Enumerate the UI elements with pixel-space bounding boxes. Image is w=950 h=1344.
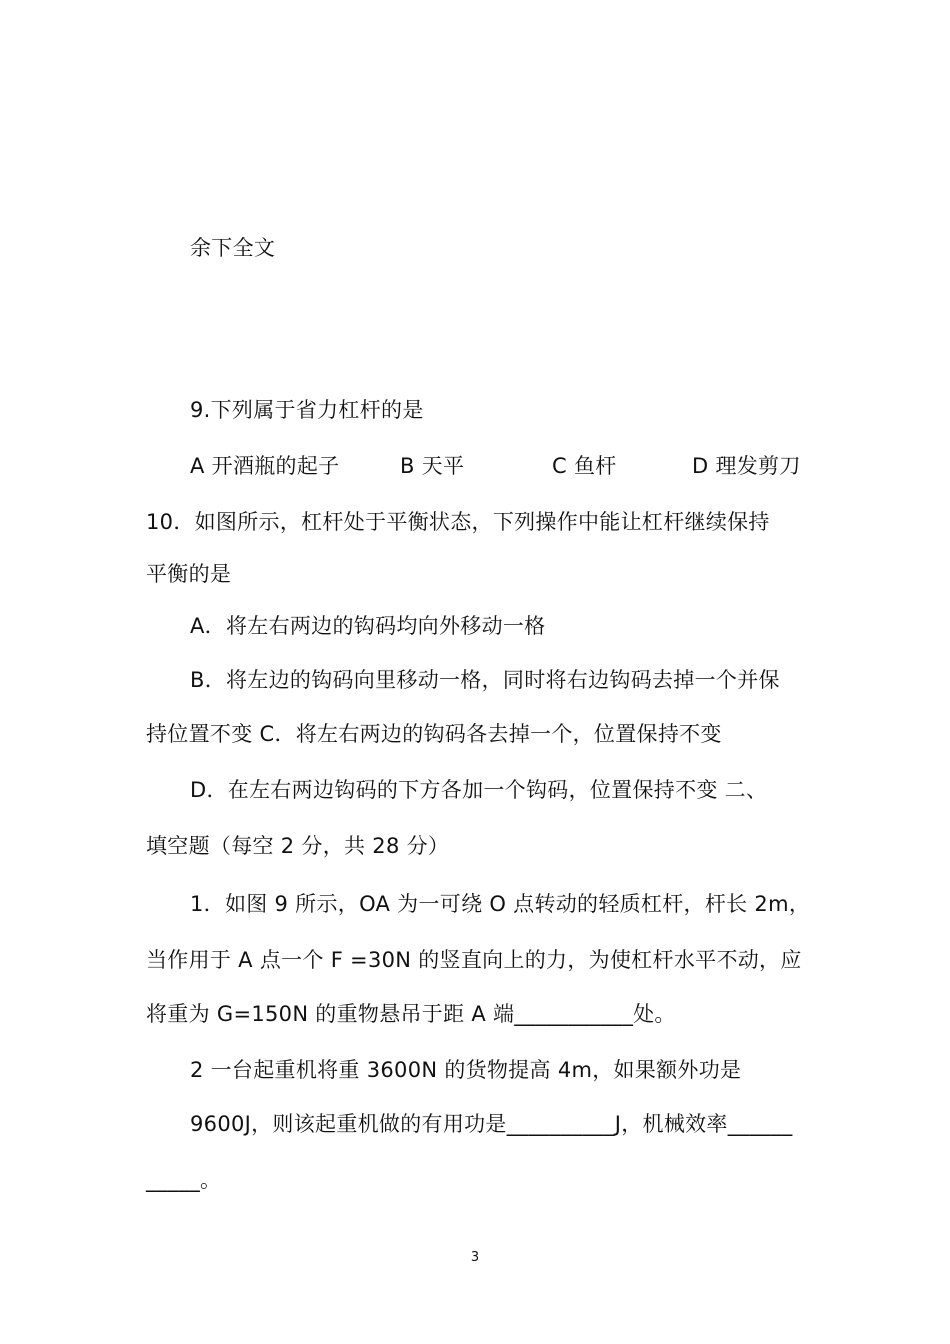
option-c: C 鱼杆	[552, 454, 617, 478]
question-10-stem-line1: 10．如图所示，杠杆处于平衡状态，下列操作中能让杠杆继续保持	[146, 510, 770, 534]
question-9-options	[0, 452, 950, 480]
question-10-option-d-and-section: D．在左右两边钩码的下方各加一个钩码，位置保持不变 二、	[190, 778, 768, 802]
option-a: A 开酒瓶的起子	[190, 454, 340, 478]
page-number: 3	[470, 1250, 480, 1265]
question-10-stem-line2: 平衡的是	[146, 562, 232, 586]
option-d: D 理发剪刀	[692, 454, 801, 478]
question-9-stem: 9.下列属于省力杠杆的是	[190, 398, 424, 422]
fill-1-line1: 1．如图 9 所示，OA 为一可绕 O 点转动的轻质杠杆，杆长 2m，	[190, 892, 811, 916]
question-10-option-a: A．将左右两边的钩码均向外移动一格	[190, 614, 546, 638]
fill-1-line2: 当作用于 A 点一个 F =30N 的竖直向上的力，为使杠杆水平不动，应	[146, 948, 802, 972]
option-b: B 天平	[400, 454, 465, 478]
fill-1-line3: 将重为 G=150N 的重物悬吊于距 A 端___________处。	[146, 1002, 676, 1026]
fill-2-line3: _____。	[146, 1168, 222, 1192]
fill-2-line2: 9600J，则该起重机做的有用功是__________J，机械效率______	[190, 1112, 793, 1136]
header-text: 余下全文	[190, 236, 276, 260]
section-title-fill-in: 填空题（每空 2 分，共 28 分）	[146, 834, 450, 858]
fill-2-line1: 2 一台起重机将重 3600N 的货物提高 4m，如果额外功是	[190, 1058, 742, 1082]
question-10-option-b-line1: B．将左边的钩码向里移动一格，同时将右边钩码去掉一个并保	[190, 668, 780, 692]
question-10-option-b-line2-and-c: 持位置不变 C．将左右两边的钩码各去掉一个，位置保持不变	[146, 722, 722, 746]
